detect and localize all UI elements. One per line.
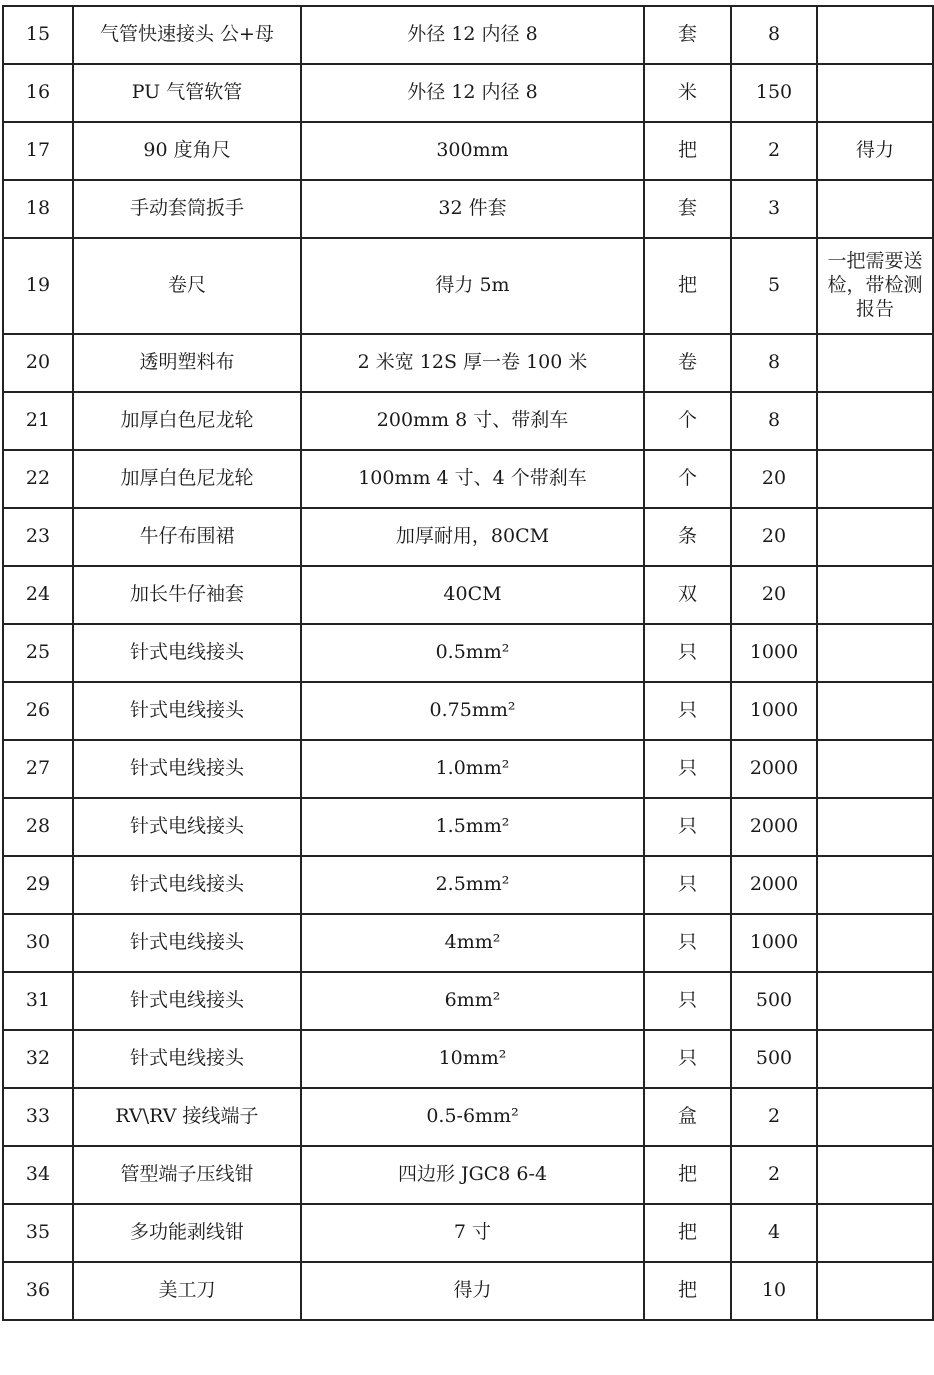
item-unit: 把: [644, 1262, 731, 1320]
item-quantity: 2000: [731, 856, 817, 914]
item-unit: 套: [644, 180, 731, 238]
item-quantity: 2000: [731, 740, 817, 798]
item-unit: 只: [644, 624, 731, 682]
item-spec: 6mm²: [301, 972, 644, 1030]
item-quantity: 2: [731, 122, 817, 180]
item-note: [817, 1088, 933, 1146]
item-spec: 外径 12 内径 8: [301, 64, 644, 122]
item-quantity: 150: [731, 64, 817, 122]
table-row: [3, 1030, 933, 1088]
item-name: 牛仔布围裙: [73, 508, 301, 566]
item-unit: 只: [644, 856, 731, 914]
item-quantity: 500: [731, 1030, 817, 1088]
item-note: [817, 972, 933, 1030]
table-row: [3, 450, 933, 508]
item-note: [817, 740, 933, 798]
item-unit: 只: [644, 682, 731, 740]
item-note-text: 一把需要送检，带检测报告: [827, 250, 923, 320]
item-name: 针式电线接头: [73, 1030, 301, 1088]
item-unit: 个: [644, 450, 731, 508]
item-name: RV\RV 接线端子: [73, 1088, 301, 1146]
item-note: [817, 6, 933, 64]
item-name: 针式电线接头: [73, 914, 301, 972]
item-name: 多功能剥线钳: [73, 1204, 301, 1262]
table-row: [3, 334, 933, 392]
item-quantity: 500: [731, 972, 817, 1030]
item-unit: 套: [644, 6, 731, 64]
item-note: [817, 1146, 933, 1204]
item-unit: 把: [644, 238, 731, 334]
item-quantity: 20: [731, 450, 817, 508]
item-name: 针式电线接头: [73, 972, 301, 1030]
item-spec: 300mm: [301, 122, 644, 180]
item-unit: 卷: [644, 334, 731, 392]
item-quantity: 8: [731, 392, 817, 450]
item-number: 22: [3, 450, 73, 508]
table-row: [3, 392, 933, 450]
item-spec: 7 寸: [301, 1204, 644, 1262]
item-spec: 2.5mm²: [301, 856, 644, 914]
item-name: 加长牛仔袖套: [73, 566, 301, 624]
item-spec: 0.75mm²: [301, 682, 644, 740]
table-row: [3, 1146, 933, 1204]
item-number: 29: [3, 856, 73, 914]
item-unit: 米: [644, 64, 731, 122]
item-quantity: 3: [731, 180, 817, 238]
item-unit: 把: [644, 1204, 731, 1262]
table-row: [3, 1262, 933, 1320]
item-note: [817, 392, 933, 450]
table-row: [3, 566, 933, 624]
table-row: [3, 972, 933, 1030]
item-spec: 10mm²: [301, 1030, 644, 1088]
item-unit: 只: [644, 914, 731, 972]
table-row: [3, 122, 933, 180]
table-row: [3, 1204, 933, 1262]
item-quantity: 5: [731, 238, 817, 334]
item-number: 19: [3, 238, 73, 334]
table-row: [3, 624, 933, 682]
item-quantity: 1000: [731, 682, 817, 740]
table-row: [3, 64, 933, 122]
table-row: [3, 914, 933, 972]
item-number: 32: [3, 1030, 73, 1088]
item-note: [817, 1262, 933, 1320]
item-quantity: 2000: [731, 798, 817, 856]
item-unit: 个: [644, 392, 731, 450]
item-number: 24: [3, 566, 73, 624]
item-name: 加厚白色尼龙轮: [73, 392, 301, 450]
item-name: 针式电线接头: [73, 624, 301, 682]
item-quantity: 2: [731, 1088, 817, 1146]
item-name: 针式电线接头: [73, 798, 301, 856]
item-number: 16: [3, 64, 73, 122]
item-spec: 0.5-6mm²: [301, 1088, 644, 1146]
item-quantity: 20: [731, 508, 817, 566]
item-name: 针式电线接头: [73, 856, 301, 914]
item-unit: 把: [644, 122, 731, 180]
item-spec: 2 米宽 12S 厚一卷 100 米: [301, 334, 644, 392]
item-name: PU 气管软管: [73, 64, 301, 122]
item-number: 30: [3, 914, 73, 972]
item-name: 加厚白色尼龙轮: [73, 450, 301, 508]
item-note: [817, 914, 933, 972]
item-spec: 得力: [301, 1262, 644, 1320]
item-note: [817, 682, 933, 740]
item-quantity: 1000: [731, 914, 817, 972]
item-note: [817, 64, 933, 122]
item-unit: 双: [644, 566, 731, 624]
item-spec: 100mm 4 寸、4 个带刹车: [301, 450, 644, 508]
table-row: [3, 1088, 933, 1146]
item-spec: 200mm 8 寸、带刹车: [301, 392, 644, 450]
item-quantity: 2: [731, 1146, 817, 1204]
item-unit: 条: [644, 508, 731, 566]
item-unit: 只: [644, 740, 731, 798]
table-row: [3, 856, 933, 914]
item-note: [817, 180, 933, 238]
item-unit: 把: [644, 1146, 731, 1204]
item-unit: 只: [644, 1030, 731, 1088]
item-spec: 得力 5m: [301, 238, 644, 334]
item-name: 针式电线接头: [73, 682, 301, 740]
item-unit: 只: [644, 798, 731, 856]
item-unit: 只: [644, 972, 731, 1030]
item-note: [817, 334, 933, 392]
item-note: [817, 624, 933, 682]
item-spec: 外径 12 内径 8: [301, 6, 644, 64]
item-spec: 加厚耐用，80CM: [301, 508, 644, 566]
item-number: 23: [3, 508, 73, 566]
item-quantity: 4: [731, 1204, 817, 1262]
item-note: [817, 238, 933, 334]
item-number: 35: [3, 1204, 73, 1262]
item-name: 90 度角尺: [73, 122, 301, 180]
item-note: [817, 508, 933, 566]
item-spec: 0.5mm²: [301, 624, 644, 682]
items-table: [2, 5, 934, 1321]
item-name: 针式电线接头: [73, 740, 301, 798]
item-spec: 1.5mm²: [301, 798, 644, 856]
table-row: [3, 740, 933, 798]
item-number: 28: [3, 798, 73, 856]
item-name: 透明塑料布: [73, 334, 301, 392]
item-number: 34: [3, 1146, 73, 1204]
item-spec: 32 件套: [301, 180, 644, 238]
table-row: [3, 508, 933, 566]
item-quantity: 8: [731, 6, 817, 64]
item-spec: 1.0mm²: [301, 740, 644, 798]
item-number: 17: [3, 122, 73, 180]
item-spec: 40CM: [301, 566, 644, 624]
table-row: [3, 682, 933, 740]
item-number: 21: [3, 392, 73, 450]
item-quantity: 1000: [731, 624, 817, 682]
item-name: 管型端子压线钳: [73, 1146, 301, 1204]
item-number: 36: [3, 1262, 73, 1320]
item-name: 卷尺: [73, 238, 301, 334]
item-number: 27: [3, 740, 73, 798]
table-row: [3, 798, 933, 856]
item-spec: 4mm²: [301, 914, 644, 972]
item-name: 手动套筒扳手: [73, 180, 301, 238]
item-note: [817, 450, 933, 508]
item-name: 气管快速接头 公+母: [73, 6, 301, 64]
item-note: [817, 1204, 933, 1262]
item-note: [817, 856, 933, 914]
item-quantity: 10: [731, 1262, 817, 1320]
item-spec: 四边形 JGC8 6-4: [301, 1146, 644, 1204]
table-row: [3, 180, 933, 238]
item-number: 18: [3, 180, 73, 238]
item-quantity: 8: [731, 334, 817, 392]
item-note: 得力: [817, 122, 933, 180]
item-note: [817, 566, 933, 624]
table-row: [3, 238, 933, 334]
item-number: 26: [3, 682, 73, 740]
item-number: 33: [3, 1088, 73, 1146]
item-note: [817, 798, 933, 856]
item-unit: 盒: [644, 1088, 731, 1146]
items-table-body: [3, 6, 933, 1320]
item-number: 20: [3, 334, 73, 392]
item-number: 31: [3, 972, 73, 1030]
item-note: [817, 1030, 933, 1088]
item-number: 15: [3, 6, 73, 64]
item-name: 美工刀: [73, 1262, 301, 1320]
table-row: [3, 6, 933, 64]
item-number: 25: [3, 624, 73, 682]
item-quantity: 20: [731, 566, 817, 624]
